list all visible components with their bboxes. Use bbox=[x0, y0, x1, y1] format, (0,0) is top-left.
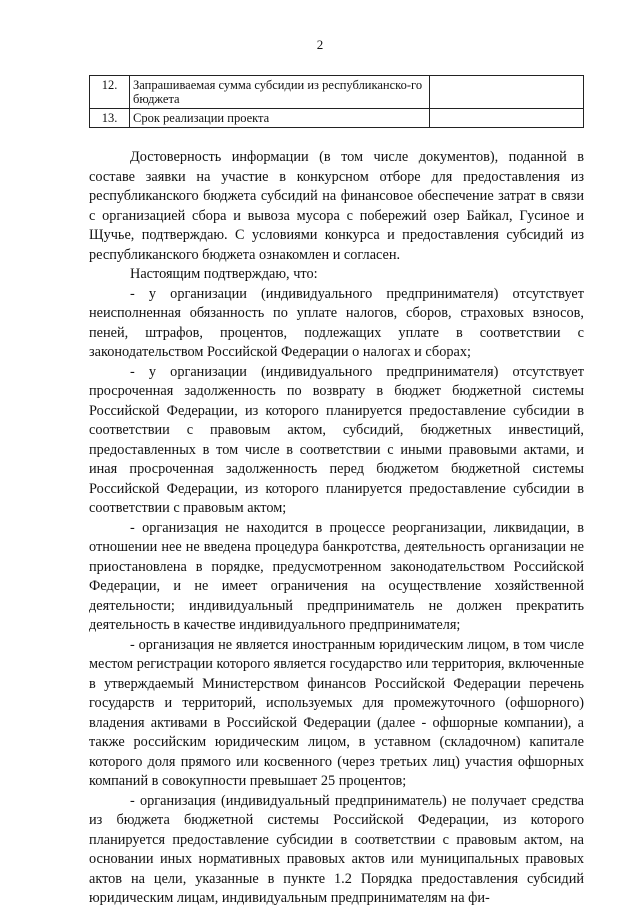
paragraph-no-other-funding: - организация (индивидуальный предприниматель) не получает средства из бюджета бюджетной системы Российской Федерации, из которого планируется предоставление субсидии в соответствии с правовым актом, на основании иных нормативных правовых актов или муниципальных правовых актов на цели, указанные в пункте 1.2 Порядка предоставления субсидий юридическим лицам, индивидуальным предпринимателям на фи- bbox=[89, 792, 584, 906]
paragraph-confirmation-intro: Настоящим подтверждаю, что: bbox=[130, 266, 318, 282]
row-label-cell: Запрашиваемая сумма субсидии из республиканско-го бюджета bbox=[130, 76, 430, 109]
paragraph-not-foreign-entity: - организация не является иностранным юридическим лицом, в том числе местом регистрации которого является государство или территория, включенные в утверждаемый Министерством финансов Российской Федерации перечень государств и территорий, используемых для промежуточного (офшорного) владения активами в Российской Федерации (далее - офшорные компании), а также российским юридическим лицом, в уставном (складочном) капитале которого доля прямого или косвенного (через третьих лиц) участия офшорных компаний в совокупности превышает 25 процентов; bbox=[89, 636, 584, 789]
page-number: 2 bbox=[316, 37, 324, 52]
row-value-cell[interactable] bbox=[430, 76, 584, 109]
row-number-cell: 13. bbox=[90, 109, 130, 128]
row-label-cell: Срок реализации проекта bbox=[130, 109, 430, 128]
document-body bbox=[89, 148, 584, 909]
table-row bbox=[90, 76, 584, 109]
paragraph-no-overdue-debt: - у организации (индивидуального предпринимателя) отсутствует просроченная задолженность по возврату в бюджет бюджетной системы Российской Федерации, из которого планируется предоставление субсидии в соответствии с правовым актом, субсидий, бюджетных инвестиций, предоставленных в том числе в соответствии с иными правовыми актами, и иная просроченная задолженность перед бюджетом бюджетной системы Российской Федерации, из которого планируется предоставление субсидии в соответствии с правовым актом; bbox=[89, 363, 584, 516]
paragraph-certification: Достоверность информации (в том числе документов), поданной в составе заявки на участие в конкурсном отборе для предоставления из республиканского бюджета субсидий на финансовое обеспечение затрат в связи с организацией сбора и вывоза мусора с побережий озер Байкал, Гусиное и Щучье, подтверждаю. С условиями конкурса и предоставления субсидий из республиканского бюджета ознакомлен и согласен. bbox=[89, 149, 584, 263]
table-row bbox=[90, 109, 584, 128]
paragraph-no-reorganization: - организация не находится в процессе реорганизации, ликвидации, в отношении нее не введена процедура банкротства, деятельность организации не приостановлена в порядке, предусмотренном законодательством Российской Федерации, и не имеет ограничения на осуществление хозяйственной деятельности; индивидуальный предприниматель не должен прекратить деятельность в качестве индивидуального предпринимателя; bbox=[89, 519, 584, 633]
row-number-cell: 12. bbox=[90, 76, 130, 109]
row-value-cell[interactable] bbox=[430, 109, 584, 128]
paragraph-no-tax-debt: - у организации (индивидуального предпринимателя) отсутствует неисполненная обязанность по уплате налогов, сборов, страховых взносов, пеней, штрафов, процентов, подлежащих уплате в соответствии с законодательством Российской Федерации о налогах и сборах; bbox=[89, 285, 584, 360]
application-info-table bbox=[89, 75, 584, 128]
